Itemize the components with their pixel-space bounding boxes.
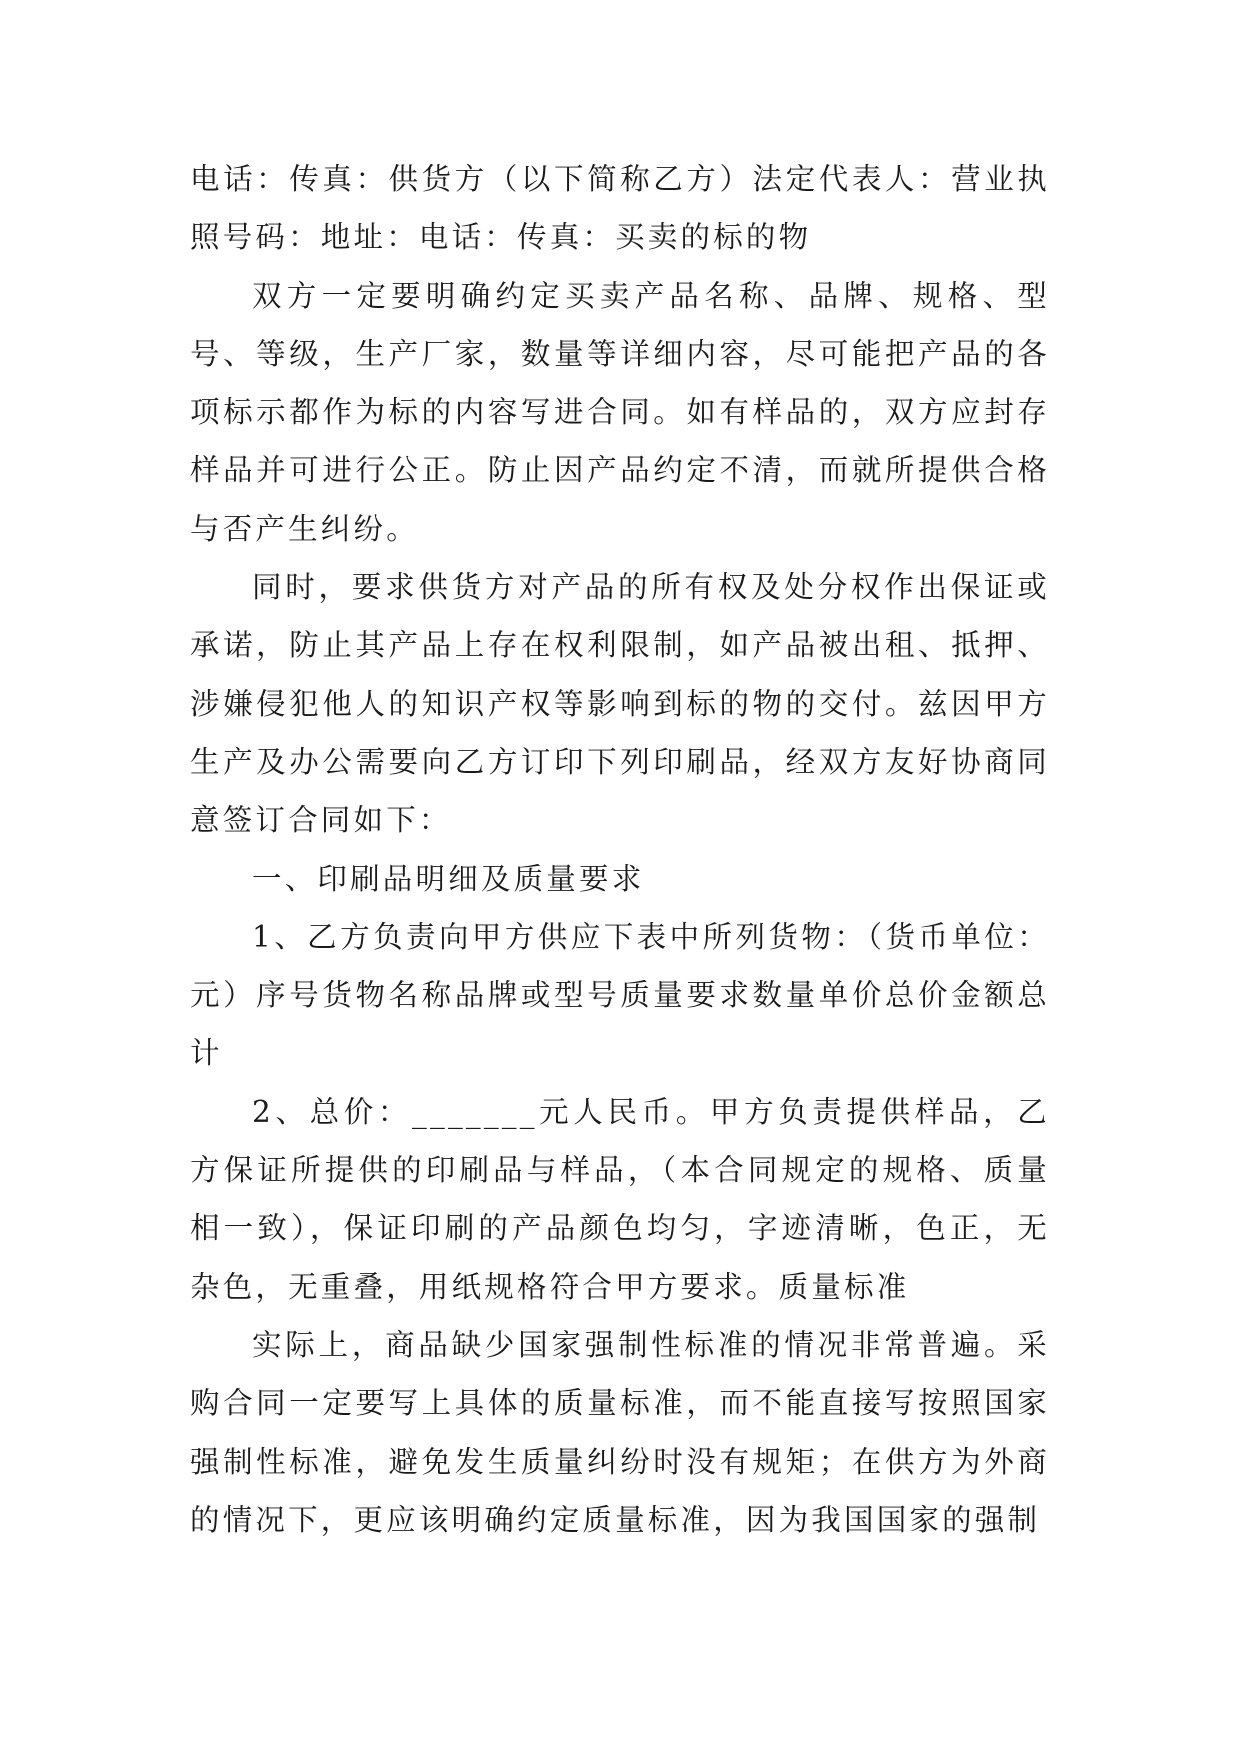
clause-1-goods-list: 1、乙方负责向甲方供应下表中所列货物：（货币单位：元）序号货物名称品牌或型号质量要求数量单价总价金额总计 [190,919,1050,1071]
section-heading-print-details: 一、印刷品明细及质量要求 [252,861,645,896]
document-body [190,150,1050,1549]
paragraph-product-specification: 双方一定要明确约定买卖产品名称、品牌、规格、型号、等级，生产厂家，数量等详细内容，尽可能把产品的各项标示都作为标的内容写进合同。如有样品的，双方应封存样品并可进行公正。防止因产品约定不清，而就所提供合格与否产生纠纷。 [190,278,1050,546]
clause-2-total-price: 2、总价：_______元人民币。甲方负责提供样品，乙方保证所提供的印刷品与样品，（本合同规定的规格、质量相一致），保证印刷的产品颜色均匀，字迹清晰，色正，无杂色，无重叠，用纸规格符合甲方要求。质量标准 [190,1094,1050,1304]
paragraph-parties-info: 电话：传真：供货方（以下简称乙方）法定代表人：营业执照号码：地址：电话：传真：买卖的标的物 [190,162,1050,255]
paragraph-ownership-guarantee: 同时，要求供货方对产品的所有权及处分权作出保证或承诺，防止其产品上存在权利限制，如产品被出租、抵押、涉嫌侵犯他人的知识产权等影响到标的物的交付。兹因甲方生产及办公需要向乙方订印下列印刷品，经双方友好协商同意签订合同如下： [190,570,1050,838]
paragraph-quality-standard: 实际上，商品缺少国家强制性标准的情况非常普遍。采购合同一定要写上具体的质量标准，而不能直接写按照国家强制性标准，避免发生质量纠纷时没有规矩；在供方为外商的情况下，更应该明确约定质量标准，因为我国国家的强制 [190,1327,1050,1537]
